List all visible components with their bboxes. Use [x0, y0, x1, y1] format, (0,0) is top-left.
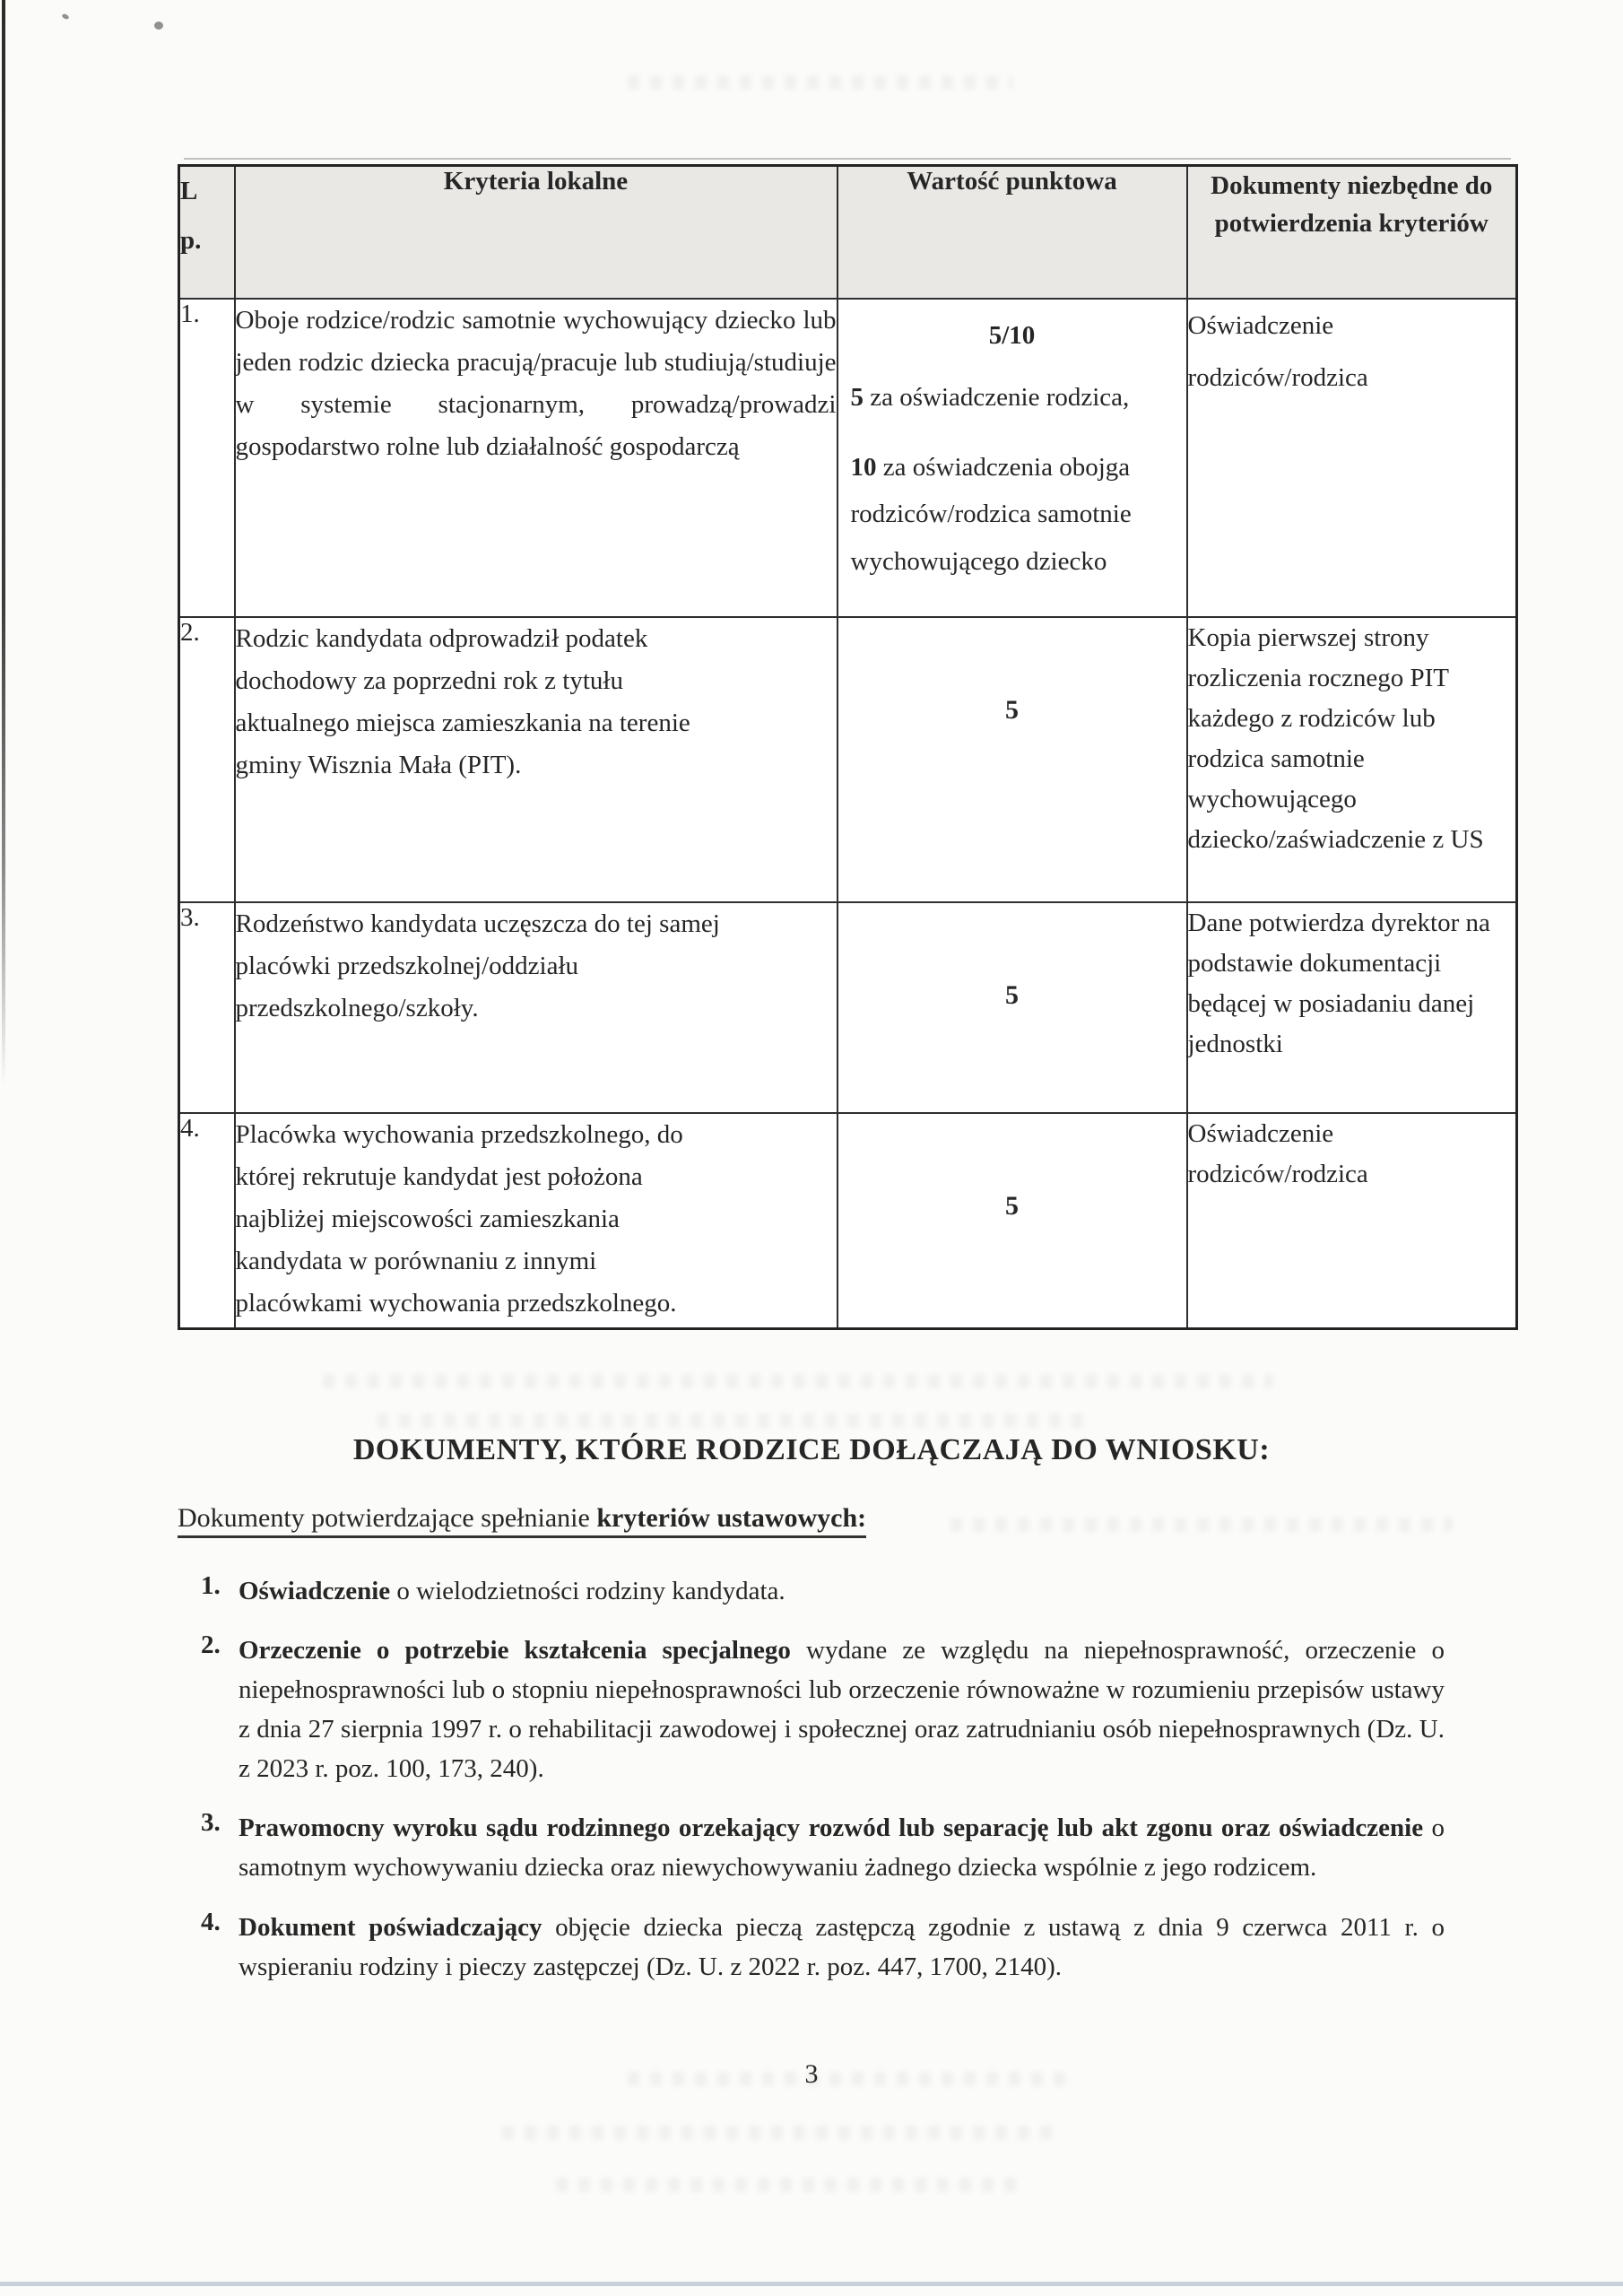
points-value: 5 [1005, 980, 1019, 1010]
item-regular-text: o samotnym wychowywaniu dziecka oraz niewychowywaniu żadnego dziecka wspólnie z jego rodzicem. [239, 1813, 1445, 1883]
points-value: 10 [850, 453, 877, 483]
row-1-points-detail [851, 374, 1136, 421]
doc-list-item-3 [178, 1808, 1445, 1887]
subheading-regular: Dokumenty potwierdzające spełnianie [178, 1503, 597, 1533]
row-1-criteria [235, 299, 838, 617]
points-text: za oświadczenia obojga rodziców/rodzica samotnie wychowującego dziecko [850, 453, 1132, 576]
doc-list-item-2 [178, 1631, 1445, 1788]
header-lp [179, 166, 235, 300]
row-4-points [838, 1113, 1187, 1328]
item-number: 2. [201, 1631, 221, 1660]
header-documents: Dokumenty niezbędne do potwierdzenia kryteriów [1187, 166, 1517, 300]
section-heading: DOKUMENTY, KTÓRE RODZICE DOŁĄCZAJĄ DO WNIOSKU: [352, 1433, 1271, 1466]
row-1-points [838, 299, 1187, 617]
subheading-bold: kryteriów ustawowych [596, 1503, 858, 1533]
points-text: za oświadczenie rodzica, [864, 383, 1130, 412]
section-subheading [178, 1503, 1445, 1534]
item-regular-text: o wielodzietności rodziny kandydata. [390, 1577, 785, 1605]
row-2-documents: Kopia pierwszej strony rozliczenia rocznego PIT każdego z rodziców lub rodzica samotnie wychowującego dziecko/zaświadczenie z US [1187, 617, 1517, 902]
scan-speck [154, 22, 163, 30]
item-bold-text: Orzeczenie o potrzebie kształcenia specjalnego [239, 1636, 791, 1665]
scan-speck [61, 13, 69, 21]
row-2-criteria [235, 617, 838, 902]
row-1-points-header: 5/10 [988, 321, 1036, 350]
doc-list-item-1 [178, 1571, 1445, 1611]
item-text [239, 1908, 1445, 1987]
row-1-lp: 1. [179, 299, 235, 617]
row-2-points [838, 617, 1187, 902]
table-row [179, 1113, 1517, 1328]
scan-bottom-edge-artifact [0, 2282, 1623, 2286]
scan-double-border-artifact [184, 158, 1511, 160]
row-2-lp: 2. [179, 617, 235, 902]
bleedthrough-smudge [556, 2178, 1022, 2192]
row-4-criteria [235, 1113, 838, 1328]
bleedthrough-smudge [628, 75, 1013, 90]
table-row [179, 299, 1517, 617]
row-3-criteria [235, 902, 838, 1113]
item-text [239, 1631, 1445, 1788]
item-text [239, 1808, 1445, 1887]
row-4-documents: Oświadczenie rodziców/rodzica [1187, 1113, 1517, 1328]
bleedthrough-smudge [377, 1413, 1094, 1428]
criteria-table [178, 164, 1518, 1330]
page-number: 3 [804, 2059, 819, 2089]
row-4-criteria-text: Placówka wychowania przedszkolnego, do której rekrutuje kandydat jest położona najbliżej miejscowości zamieszkania kandydata w porównaniu z innymi placówkami wychowania przedszkolnego. [235, 1120, 683, 1318]
item-bold-text: Oświadczenie [239, 1577, 391, 1605]
points-value: 5 [1005, 695, 1019, 725]
item-regular-text: wydane ze względu na niepełnosprawność, orzeczenie o niepełnosprawności lub o stopniu niepełnosprawności lub orzeczenie równoważne w rozumieniu przepisów ustawy z dnia 27 sierpnia 1997 r. o rehabilitacji zawodowej i społecznej oraz zatrudnianiu osób niepełnosprawnych (Dz. U. z 2023 r. poz. 100, 173, 240). [239, 1636, 1445, 1784]
row-1-points-detail [851, 444, 1136, 585]
item-regular-text: objęcie dziecka pieczą zastępczą zgodnie z ustawą z dnia 9 czerwca 2011 r. o wspieraniu rodziny i pieczy zastępczej (Dz. U. z 2022 r. poz. 447, 1700, 2140). [239, 1912, 1445, 1981]
doc-list-item-4 [178, 1908, 1445, 1987]
item-number: 4. [201, 1907, 221, 1936]
row-2-criteria-text: Rodzic kandydata odprowadził podatek dochodowy za poprzedni rok z tytułu aktualnego miejsca zamieszkania na terenie gminy Wisznia Mała (PIT). [235, 624, 690, 779]
item-number: 3. [201, 1808, 221, 1838]
header-lp-line2: p. [180, 226, 202, 256]
header-lp-line1: L [180, 177, 198, 205]
table-header-row [179, 166, 1517, 300]
row-3-documents: Dane potwierdza dyrektor na podstawie dokumentacji będącej w posiadaniu danej jednostki [1187, 902, 1517, 1113]
points-value: 5 [850, 383, 864, 412]
points-value: 5 [1005, 1191, 1019, 1221]
bleedthrough-smudge [323, 1374, 1273, 1388]
table-row [179, 902, 1517, 1113]
item-number: 1. [201, 1571, 221, 1600]
header-criteria: Kryteria lokalne [235, 166, 838, 300]
item-bold-text: Prawomocny wyroku sądu rodzinnego orzekający rozwód lub separację lub akt zgonu oraz oświadczenie [239, 1813, 1424, 1843]
row-3-lp: 3. [179, 902, 235, 1113]
subheading-colon: : [857, 1503, 867, 1533]
bleedthrough-smudge [502, 2126, 1058, 2140]
section-subheading-underlined [178, 1503, 866, 1538]
table-row [179, 617, 1517, 902]
row-1-criteria-text: Oboje rodzice/rodzic samotnie wychowujący dziecko lub jeden rodzic dziecka pracują/pracuje lub studiują/studiuje w systemie stacjonarnym, prowadzą/prowadzi gospodarstwo rolne lub działalność gospodarczą [235, 306, 837, 461]
header-points: Wartość punktowa [838, 166, 1187, 300]
item-text [239, 1571, 1445, 1611]
row-4-lp: 4. [179, 1113, 235, 1328]
row-1-documents: Oświadczenie rodziców/rodzica [1187, 299, 1517, 617]
scan-edge-artifact [2, 0, 5, 1085]
documents-section [178, 1433, 1445, 2006]
row-3-points [838, 902, 1187, 1113]
item-bold-text: Dokument poświadczający [239, 1912, 542, 1942]
row-3-criteria-text: Rodzeństwo kandydata uczęszcza do tej samej placówki przedszkolnej/oddziału przedszkolnego/szkoły. [235, 909, 720, 1022]
